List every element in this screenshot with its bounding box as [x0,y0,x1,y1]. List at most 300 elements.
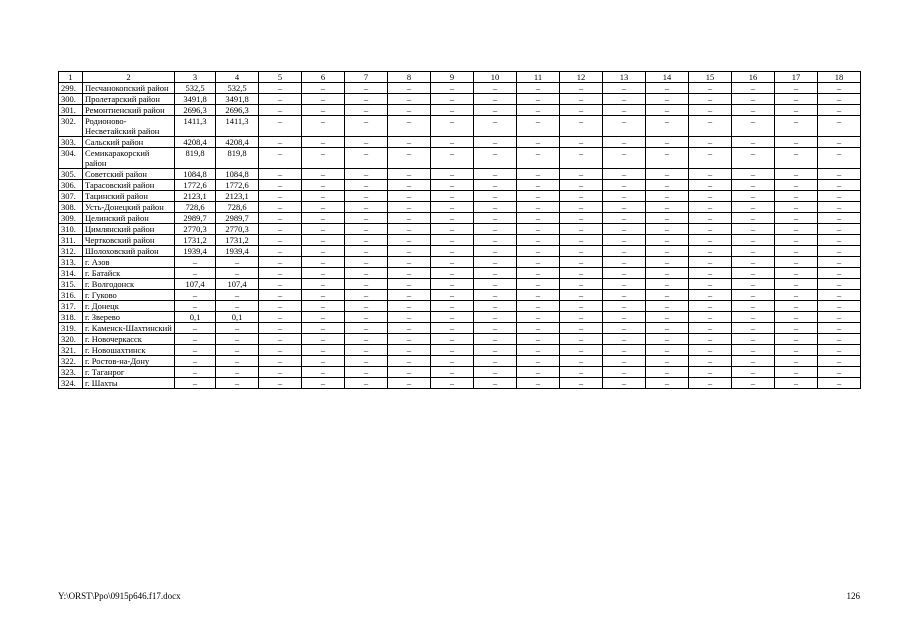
cell-value: – [345,268,388,279]
cell-value: – [775,202,818,213]
cell-value: – [216,290,259,301]
row-number: 323. [59,367,83,378]
cell-value: – [388,290,431,301]
cell-value: – [560,148,603,169]
column-header: 16 [732,72,775,83]
cell-value: – [818,345,861,356]
cell-value: – [259,235,302,246]
cell-value: – [431,191,474,202]
cell-value: – [517,169,560,180]
cell-value: – [732,312,775,323]
cell-value: – [732,213,775,224]
cell-value: – [302,257,345,268]
cell-value: – [302,246,345,257]
cell-value: – [474,105,517,116]
cell-value: 819,8 [175,148,216,169]
cell-value: – [818,137,861,148]
cell-value: – [560,94,603,105]
table-row [59,105,861,116]
cell-value: – [517,224,560,235]
cell-value: – [431,334,474,345]
cell-value: – [517,356,560,367]
cell-value: – [818,83,861,94]
cell-value: – [560,323,603,334]
cell-value: – [388,268,431,279]
cell-value: – [345,180,388,191]
cell-value: – [259,312,302,323]
cell-value: – [431,94,474,105]
cell-value: – [345,312,388,323]
cell-value: – [345,148,388,169]
cell-value: – [560,202,603,213]
cell-value: – [732,290,775,301]
row-number: 310. [59,224,83,235]
cell-value: – [689,290,732,301]
cell-value: – [388,312,431,323]
cell-value: – [474,246,517,257]
cell-value: – [646,180,689,191]
cell-value: – [431,257,474,268]
cell-value: – [818,213,861,224]
cell-value: – [646,268,689,279]
cell-value: – [646,83,689,94]
row-name: г. Азов [83,257,175,268]
cell-value: – [775,246,818,257]
cell-value: – [560,334,603,345]
cell-value: – [388,180,431,191]
cell-value: – [474,312,517,323]
cell-value: – [517,202,560,213]
cell-value: – [560,356,603,367]
cell-value: – [259,180,302,191]
cell-value: – [216,367,259,378]
row-number: 308. [59,202,83,213]
cell-value: – [560,116,603,137]
cell-value: – [646,246,689,257]
cell-value: – [259,345,302,356]
cell-value: – [431,180,474,191]
cell-value: 2123,1 [216,191,259,202]
cell-value: – [646,367,689,378]
cell-value: – [302,334,345,345]
cell-value: – [818,202,861,213]
row-name: г. Ростов-на-Дону [83,356,175,367]
row-name: Тарасовский район [83,180,175,191]
row-number: 321. [59,345,83,356]
cell-value: – [431,213,474,224]
table-row [59,367,861,378]
cell-value: – [689,169,732,180]
cell-value: – [388,345,431,356]
row-name: Чертковский район [83,235,175,246]
cell-value: – [259,290,302,301]
cell-value: – [216,257,259,268]
cell-value: – [818,268,861,279]
cell-value: – [689,334,732,345]
cell-value: – [775,334,818,345]
row-number: 322. [59,356,83,367]
cell-value: – [818,257,861,268]
table-row [59,148,861,169]
cell-value: – [388,169,431,180]
table-row [59,312,861,323]
cell-value: – [388,94,431,105]
cell-value: 107,4 [175,279,216,290]
row-number: 319. [59,323,83,334]
cell-value: 532,5 [216,83,259,94]
page-number: 126 [846,591,860,601]
cell-value: – [603,279,646,290]
cell-value: – [732,345,775,356]
row-name: Песчанокопский район [83,83,175,94]
cell-value: – [603,301,646,312]
cell-value: – [259,334,302,345]
cell-value: – [474,279,517,290]
cell-value: – [646,356,689,367]
row-name: Усть-Донецкий район [83,202,175,213]
row-number: 306. [59,180,83,191]
cell-value: – [474,180,517,191]
cell-value: – [175,334,216,345]
cell-value: – [517,301,560,312]
cell-value: – [732,323,775,334]
cell-value: – [517,290,560,301]
cell-value: – [560,301,603,312]
cell-value: – [345,301,388,312]
cell-value: – [345,105,388,116]
cell-value: 819,8 [216,148,259,169]
table-header-row [59,72,861,83]
cell-value: – [689,279,732,290]
cell-value: – [646,137,689,148]
cell-value: – [818,191,861,202]
cell-value: – [345,191,388,202]
cell-value: – [646,345,689,356]
cell-value: 3491,8 [216,94,259,105]
cell-value: – [560,83,603,94]
column-header: 15 [689,72,732,83]
cell-value: – [560,290,603,301]
cell-value: – [689,301,732,312]
column-header: 6 [302,72,345,83]
cell-value: – [603,105,646,116]
row-number: 311. [59,235,83,246]
table-row [59,213,861,224]
cell-value: – [689,323,732,334]
cell-value: – [646,301,689,312]
cell-value: – [732,279,775,290]
cell-value: – [689,213,732,224]
row-number: 316. [59,290,83,301]
cell-value: – [732,356,775,367]
cell-value: – [175,378,216,389]
cell-value: – [388,279,431,290]
cell-value: – [474,224,517,235]
cell-value: – [302,290,345,301]
cell-value: – [345,367,388,378]
cell-value: – [517,213,560,224]
cell-value: – [603,378,646,389]
cell-value: – [646,202,689,213]
cell-value: – [517,268,560,279]
cell-value: – [818,116,861,137]
cell-value: – [388,191,431,202]
cell-value: 2696,3 [216,105,259,116]
cell-value: – [302,268,345,279]
cell-value: – [517,180,560,191]
row-name: г. Гуково [83,290,175,301]
cell-value: – [302,367,345,378]
cell-value: – [474,257,517,268]
cell-value: – [474,334,517,345]
cell-value: – [388,116,431,137]
table-row [59,334,861,345]
cell-value: – [474,137,517,148]
cell-value: – [560,235,603,246]
cell-value: – [517,94,560,105]
cell-value: 532,5 [175,83,216,94]
cell-value: – [388,246,431,257]
cell-value: – [474,213,517,224]
cell-value: – [646,323,689,334]
cell-value: – [431,235,474,246]
cell-value: – [175,268,216,279]
cell-value: 2989,7 [175,213,216,224]
cell-value: – [259,323,302,334]
cell-value: – [689,356,732,367]
cell-value: – [603,246,646,257]
cell-value: – [259,279,302,290]
row-number: 305. [59,169,83,180]
cell-value: – [431,116,474,137]
cell-value: – [732,224,775,235]
cell-value: – [345,334,388,345]
cell-value: – [431,224,474,235]
cell-value: – [689,180,732,191]
cell-value: – [603,312,646,323]
cell-value: – [431,148,474,169]
column-header: 8 [388,72,431,83]
cell-value: – [603,169,646,180]
column-header: 3 [175,72,216,83]
table-row [59,290,861,301]
cell-value: – [302,94,345,105]
row-name: г. Новочеркасск [83,334,175,345]
cell-value: – [818,94,861,105]
cell-value: – [732,334,775,345]
table-row [59,301,861,312]
cell-value: – [818,334,861,345]
cell-value: – [259,169,302,180]
cell-value: – [345,169,388,180]
cell-value: – [388,83,431,94]
cell-value: – [818,301,861,312]
cell-value: – [732,148,775,169]
cell-value: 2770,3 [216,224,259,235]
cell-value: – [603,235,646,246]
cell-value: – [474,345,517,356]
cell-value: – [732,94,775,105]
table-row [59,224,861,235]
table-row [59,169,861,180]
cell-value: – [517,105,560,116]
cell-value: – [689,378,732,389]
cell-value: – [302,378,345,389]
cell-value: – [560,180,603,191]
row-name: Сальский район [83,137,175,148]
cell-value: – [560,378,603,389]
cell-value: – [517,246,560,257]
cell-value: – [689,202,732,213]
cell-value: – [388,257,431,268]
cell-value: 0,1 [216,312,259,323]
row-number: 309. [59,213,83,224]
cell-value: – [775,290,818,301]
cell-value: – [818,290,861,301]
cell-value: – [646,224,689,235]
cell-value: – [646,213,689,224]
row-name: Шолоховский район [83,246,175,257]
cell-value: – [732,83,775,94]
table-row [59,94,861,105]
cell-value: – [431,290,474,301]
cell-value: – [517,137,560,148]
cell-value: – [345,213,388,224]
cell-value: – [431,356,474,367]
cell-value: – [474,235,517,246]
cell-value: – [775,378,818,389]
row-name: Советский район [83,169,175,180]
cell-value: – [732,378,775,389]
cell-value: – [646,105,689,116]
cell-value: – [646,334,689,345]
cell-value: – [259,356,302,367]
row-number: 302. [59,116,83,137]
column-header: 11 [517,72,560,83]
cell-value: – [603,367,646,378]
cell-value: – [517,378,560,389]
cell-value: – [732,257,775,268]
cell-value: – [259,301,302,312]
cell-value: – [818,224,861,235]
cell-value: – [431,323,474,334]
cell-value: – [302,202,345,213]
cell-value: – [474,83,517,94]
cell-value: – [818,235,861,246]
cell-value: – [431,202,474,213]
cell-value: – [474,268,517,279]
cell-value: – [603,191,646,202]
row-number: 300. [59,94,83,105]
cell-value: – [216,356,259,367]
cell-value: – [689,268,732,279]
cell-value: – [345,345,388,356]
cell-value: – [818,105,861,116]
row-number: 320. [59,334,83,345]
cell-value: – [732,116,775,137]
cell-value: – [732,137,775,148]
cell-value: – [388,323,431,334]
column-header: 10 [474,72,517,83]
cell-value: – [775,213,818,224]
cell-value: 2696,3 [175,105,216,116]
cell-value: – [259,148,302,169]
cell-value: – [517,257,560,268]
cell-value: – [431,279,474,290]
cell-value: – [388,105,431,116]
cell-value: – [732,367,775,378]
cell-value: – [474,356,517,367]
cell-value: – [560,279,603,290]
cell-value: – [689,137,732,148]
cell-value: – [259,105,302,116]
cell-value: 1411,3 [175,116,216,137]
cell-value: – [732,235,775,246]
cell-value: – [560,213,603,224]
cell-value: – [388,213,431,224]
cell-value: – [689,246,732,257]
cell-value: – [646,378,689,389]
cell-value: – [560,367,603,378]
table-row [59,378,861,389]
cell-value: – [775,367,818,378]
cell-value: – [302,323,345,334]
cell-value: – [689,191,732,202]
cell-value: – [474,367,517,378]
column-header: 5 [259,72,302,83]
cell-value: – [560,224,603,235]
cell-value: – [732,202,775,213]
cell-value: 2123,1 [175,191,216,202]
cell-value: – [818,169,861,180]
cell-value: – [302,105,345,116]
row-number: 318. [59,312,83,323]
cell-value: – [775,345,818,356]
cell-value: – [302,137,345,148]
cell-value: – [302,279,345,290]
cell-value: – [474,116,517,137]
cell-value: 1731,2 [216,235,259,246]
cell-value: – [560,246,603,257]
table-row [59,356,861,367]
column-header: 4 [216,72,259,83]
cell-value: 4208,4 [216,137,259,148]
row-name: г. Волгодонск [83,279,175,290]
cell-value: – [775,148,818,169]
row-number: 315. [59,279,83,290]
cell-value: – [603,290,646,301]
cell-value: – [474,94,517,105]
row-number: 299. [59,83,83,94]
cell-value: 728,6 [175,202,216,213]
cell-value: 1411,3 [216,116,259,137]
cell-value: – [775,137,818,148]
row-name: Ремонтненский район [83,105,175,116]
table-row [59,246,861,257]
cell-value: – [388,224,431,235]
cell-value: 107,4 [216,279,259,290]
cell-value: – [259,213,302,224]
cell-value: – [517,345,560,356]
cell-value: – [689,345,732,356]
table-row [59,323,861,334]
cell-value: – [689,94,732,105]
table-row [59,180,861,191]
cell-value: – [474,148,517,169]
cell-value: – [302,148,345,169]
cell-value: 1084,8 [175,169,216,180]
cell-value: 4208,4 [175,137,216,148]
